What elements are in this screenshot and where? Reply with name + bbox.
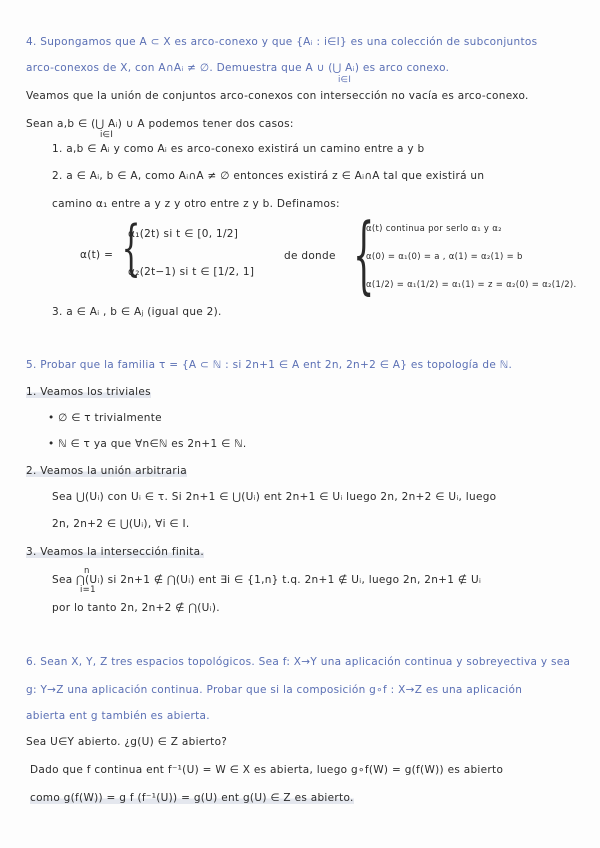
- alpha-definition-label: α(t) =: [80, 249, 114, 261]
- intersection-upper-limit: n: [84, 566, 90, 576]
- p5-heading-trivial: 1. Veamos los triviales: [26, 386, 151, 398]
- p5-union-line1: Sea ⋃(Uᵢ) con Uᵢ ∈ τ. Si 2n+1 ∈ ⋃(Uᵢ) ent 2n+1 ∈ Uᵢ luego 2n, 2n+2 ∈ Uᵢ, luego: [52, 491, 497, 503]
- left-brace: {: [121, 213, 141, 283]
- p5-empty-set: • ∅ ∈ τ trivialmente: [48, 412, 162, 424]
- p4-case-2-cont: camino α₁ entre a y z y otro entre z y b. Definamos:: [52, 198, 340, 210]
- alpha-endpoints-note: α(0) = α₁(0) = a , α(1) = α₂(1) = b: [366, 252, 523, 262]
- p4-union-subscript: i∈I: [338, 75, 352, 85]
- p6-argument-line1: Dado que f continua ent f⁻¹(U) = W ∈ X es abierta, luego g∘f(W) = g(f(W)) es abierto: [30, 764, 504, 776]
- alpha-midpoint-note: α(1/2) = α₁(1/2) = α₁(1) = z = α₂(0) = α₂(1/2).: [366, 280, 577, 290]
- p6-statement-line2: g: Y→Z una aplicación continua. Probar que si la composición g∘f : X→Z es una aplicación: [26, 684, 523, 696]
- alpha-continuity-note: α(t) continua por serlo α₁ y α₂: [366, 224, 502, 234]
- p4-case-1: 1. a,b ∈ Aᵢ y como Aᵢ es arco-conexo existirá un camino entre a y b: [52, 143, 425, 155]
- alpha-case-2: α₂(2t−1) si t ∈ [1/2, 1]: [128, 266, 255, 278]
- p5-union-line2: 2n, 2n+2 ∈ ⋃(Uᵢ), ∀i ∈ I.: [52, 518, 190, 530]
- p4-case-2: 2. a ∈ Aᵢ, b ∈ A, como Aᵢ∩A ≠ ∅ entonces existirá z ∈ Aᵢ∩A tal que existirá un: [52, 170, 485, 182]
- right-brace: {: [353, 205, 375, 303]
- p4-case-3: 3. a ∈ Aᵢ , b ∈ Aⱼ (igual que 2).: [52, 306, 222, 318]
- p5-intersection-line2: por lo tanto 2n, 2n+2 ∉ ⋂(Uᵢ).: [52, 602, 220, 614]
- p6-statement-line1: 6. Sean X, Y, Z tres espacios topológicos. Sea f: X→Y una aplicación continua y sobreyectiva y sea: [26, 656, 571, 668]
- intersection-lower-limit: i=1: [80, 585, 96, 595]
- p6-statement-line3: abierta ent g también es abierta.: [26, 710, 210, 722]
- p5-whole-set: • ℕ ∈ τ ya que ∀n∈ℕ es 2n+1 ∈ ℕ.: [48, 438, 247, 450]
- p5-heading-union: 2. Veamos la unión arbitraria: [26, 465, 187, 477]
- alpha-case-1: α₁(2t) si t ∈ [0, 1/2]: [128, 228, 239, 240]
- p5-intersection-line1: Sea ⋂(Uᵢ) si 2n+1 ∉ ⋂(Uᵢ) ent ∃i ∈ {1,n} t.q. 2n+1 ∉ Uᵢ, luego 2n, 2n+1 ∉ Uᵢ: [52, 574, 482, 586]
- p4-statement-line2: arco-conexos de X, con A∩Aᵢ ≠ ∅. Demuestra que A ∪ (⋃ Aᵢ) es arco conexo.: [26, 62, 450, 74]
- p4-claim: Veamos que la unión de conjuntos arco-conexos con intersección no vacía es arco-conexo.: [26, 90, 529, 102]
- p6-question: Sea U∈Y abierto. ¿g(U) ∈ Z abierto?: [26, 736, 228, 748]
- p4-statement-line1: 4. Supongamos que A ⊂ X es arco-conexo y que {Aᵢ : i∈I} es una colección de subconjuntos: [26, 36, 538, 48]
- p4-cases-intro: Sean a,b ∈ (⋃ Aᵢ) ∪ A podemos tener dos casos:: [26, 118, 294, 130]
- p5-heading-intersection: 3. Veamos la intersección finita.: [26, 546, 205, 558]
- p4-cases-subscript: i∈I: [100, 130, 114, 140]
- de-donde-text: de donde: [284, 250, 336, 262]
- p5-statement: 5. Probar que la familia τ = {A ⊂ ℕ : si 2n+1 ∈ A ent 2n, 2n+2 ∈ A} es topología de ℕ.: [26, 359, 513, 371]
- p6-argument-line2: como g(f(W)) = g f (f⁻¹(U)) = g(U) ent g(U) ∈ Z es abierto.: [30, 792, 354, 804]
